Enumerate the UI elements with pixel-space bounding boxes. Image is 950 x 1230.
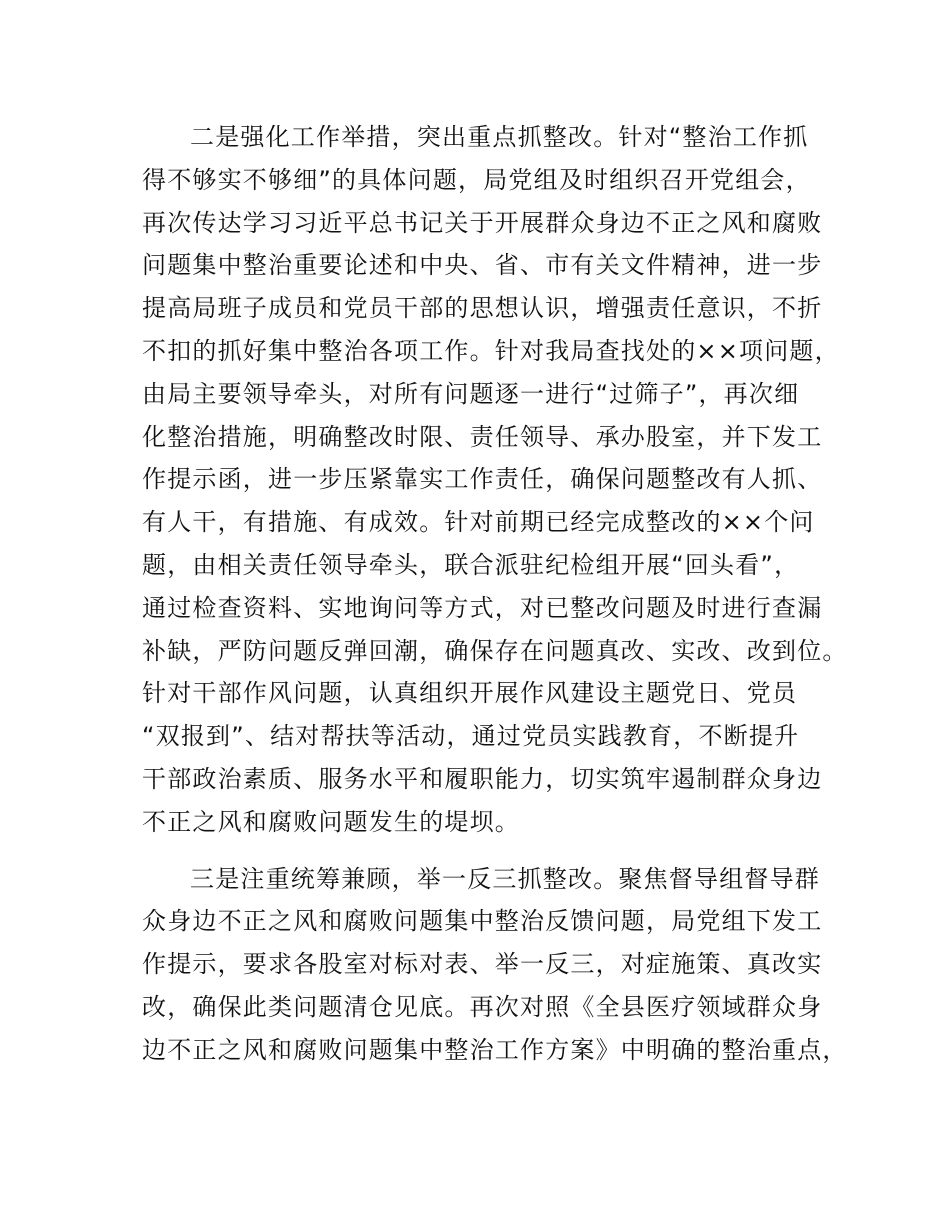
paragraph-2 <box>142 858 848 1072</box>
document-body <box>142 116 848 1072</box>
text-line: 由局主要领导牵头，对所有问题逐一进行“过筛子”，再次细 <box>142 379 800 408</box>
text-line: 通过检查资料、实地询问等方式，对已整改问题及时进行查漏 <box>142 593 823 622</box>
text-line: 二是强化工作举措，突出重点抓整改。针对“整治工作抓 <box>190 123 809 151</box>
text-line: 作提示，要求各股室对标对表、举一反三，对症施策、真改实 <box>142 950 823 979</box>
text-line: 不正之风和腐败问题发生的堤坝。 <box>142 807 520 836</box>
paragraph-1 <box>142 116 848 844</box>
text-line: 针对干部作风问题，认真组织开展作风建设主题党日、党员 <box>142 679 798 708</box>
text-line: 化整治措施，明确整改时限、责任领导、承办股室，并下发工 <box>142 422 823 451</box>
text-line: 改，确保此类问题清仓见底。再次对照《全县医疗领域群众身 <box>142 992 823 1021</box>
text-line: “双报到”、结对帮扶等活动，通过党员实践教育，不断提升 <box>142 722 800 751</box>
text-line: 边不正之风和腐败问题集中整治工作方案》中明确的整治重点， <box>142 1035 848 1064</box>
text-line: 干部政治素质、服务水平和履职能力，切实筑牢遏制群众身边 <box>142 764 823 793</box>
text-line: 题，由相关责任领导牵头，联合派驻纪检组开展“回头看”， <box>142 550 800 579</box>
text-line: 三是注重统筹兼顾，举一反三抓整改。聚焦督导组督导群 <box>190 864 820 893</box>
text-line: 众身边不正之风和腐败问题集中整治反馈问题，局党组下发工 <box>142 907 823 936</box>
text-line: 作提示函，进一步压紧靠实工作责任，确保问题整改有人抓、 <box>142 465 823 494</box>
text-line: 补缺，严防问题反弹回潮，确保存在问题真改、实改、改到位。 <box>142 636 848 665</box>
text-line: 提高局班子成员和党员干部的思想认识，增强责任意识，不折 <box>142 294 823 323</box>
text-line: 有人干，有措施、有成效。针对前期已经完成整改的××个问 <box>142 508 815 537</box>
text-line: 得不够实不够细”的具体问题，局党组及时组织召开党组会， <box>142 165 811 194</box>
text-line: 不扣的抓好集中整治各项工作。针对我局查找处的××项问题， <box>142 336 840 365</box>
text-line: 再次传达学习习近平总书记关于开展群众身边不正之风和腐败 <box>142 208 823 237</box>
text-line: 问题集中整治重要论述和中央、省、市有关文件精神，进一步 <box>142 251 823 280</box>
paragraph-spacer <box>142 844 842 858</box>
